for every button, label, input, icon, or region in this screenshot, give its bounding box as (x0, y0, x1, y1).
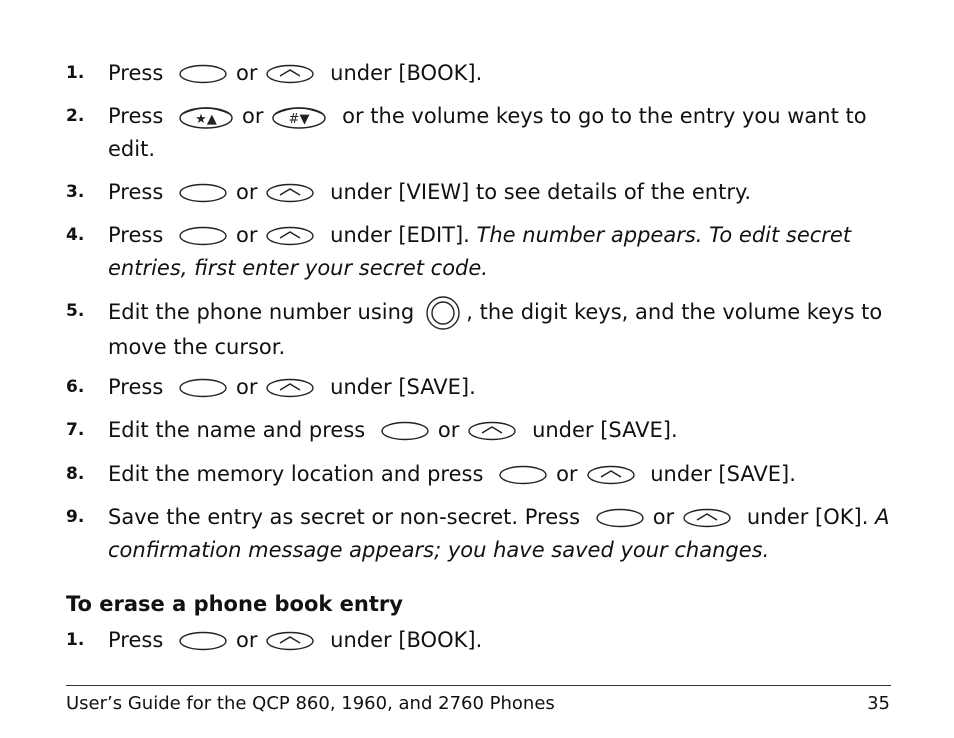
right-softkey-icon (265, 63, 315, 85)
right-softkey-icon (265, 182, 315, 204)
step-number: 7. (66, 420, 85, 440)
right-softkey-icon (265, 225, 315, 247)
step-number: 9. (66, 507, 85, 527)
left-softkey-icon (178, 225, 228, 247)
step-number: 3. (66, 182, 85, 202)
svg-text:#▼: #▼ (289, 112, 310, 127)
right-softkey-icon (682, 507, 732, 529)
step-3: 3. Press or under [VIEW] to see details of the entry. (66, 176, 896, 209)
left-softkey-icon (178, 182, 228, 204)
step-2: 2. Press ★▲ or #▼ or the volume keys to go to the entry you want to edit. (66, 100, 896, 166)
svg-text:★▲: ★▲ (195, 112, 217, 127)
right-softkey-icon (586, 464, 636, 486)
step-number: 5. (66, 301, 85, 321)
left-softkey-icon (178, 630, 228, 652)
step-7: 7. Edit the name and press or under [SAVE]. (66, 414, 896, 447)
step-6: 6. Press or under [SAVE]. (66, 371, 896, 404)
erase-step-1: 1. Press or under [BOOK]. (66, 624, 896, 657)
step-number: 1. (66, 63, 85, 83)
star-up-key-icon (178, 104, 234, 130)
step-note: A confirmation message appears; you have saved your changes. (108, 505, 890, 562)
step-number: 4. (66, 225, 85, 245)
left-softkey-icon (380, 420, 430, 442)
step-number: 8. (66, 464, 85, 484)
step-9: 9. Save the entry as secret or non-secret. Press or under [OK]. A confirmation message appears; you have saved your changes. (66, 501, 896, 567)
step-number: 2. (66, 106, 85, 126)
left-softkey-icon (595, 507, 645, 529)
navigation-key-icon (424, 295, 462, 331)
step-4: 4. Press or under [EDIT]. The number appears. To edit secret entries, first enter your secret code. (66, 219, 896, 285)
right-softkey-icon (467, 420, 517, 442)
footer-divider (66, 685, 891, 686)
left-softkey-icon (178, 63, 228, 85)
page-number: 35 (867, 693, 890, 714)
step-number: 6. (66, 377, 85, 397)
left-softkey-icon (178, 377, 228, 399)
step-5: 5. Edit the phone number using , the digit keys, and the volume keys to move the cursor. (66, 295, 896, 364)
step-number: 1. (66, 630, 85, 650)
right-softkey-icon (265, 630, 315, 652)
step-8: 8. Edit the memory location and press or under [SAVE]. (66, 458, 896, 491)
left-softkey-icon (498, 464, 548, 486)
section-heading: To erase a phone book entry (66, 592, 403, 616)
step-note: The number appears. To edit secret entries, first enter your secret code. (108, 223, 852, 280)
pound-down-key-icon (271, 104, 327, 130)
footer-title: User’s Guide for the QCP 860, 1960, and 2760 Phones (66, 693, 555, 714)
step-1: 1. Press or under [BOOK]. (66, 57, 896, 90)
right-softkey-icon (265, 377, 315, 399)
